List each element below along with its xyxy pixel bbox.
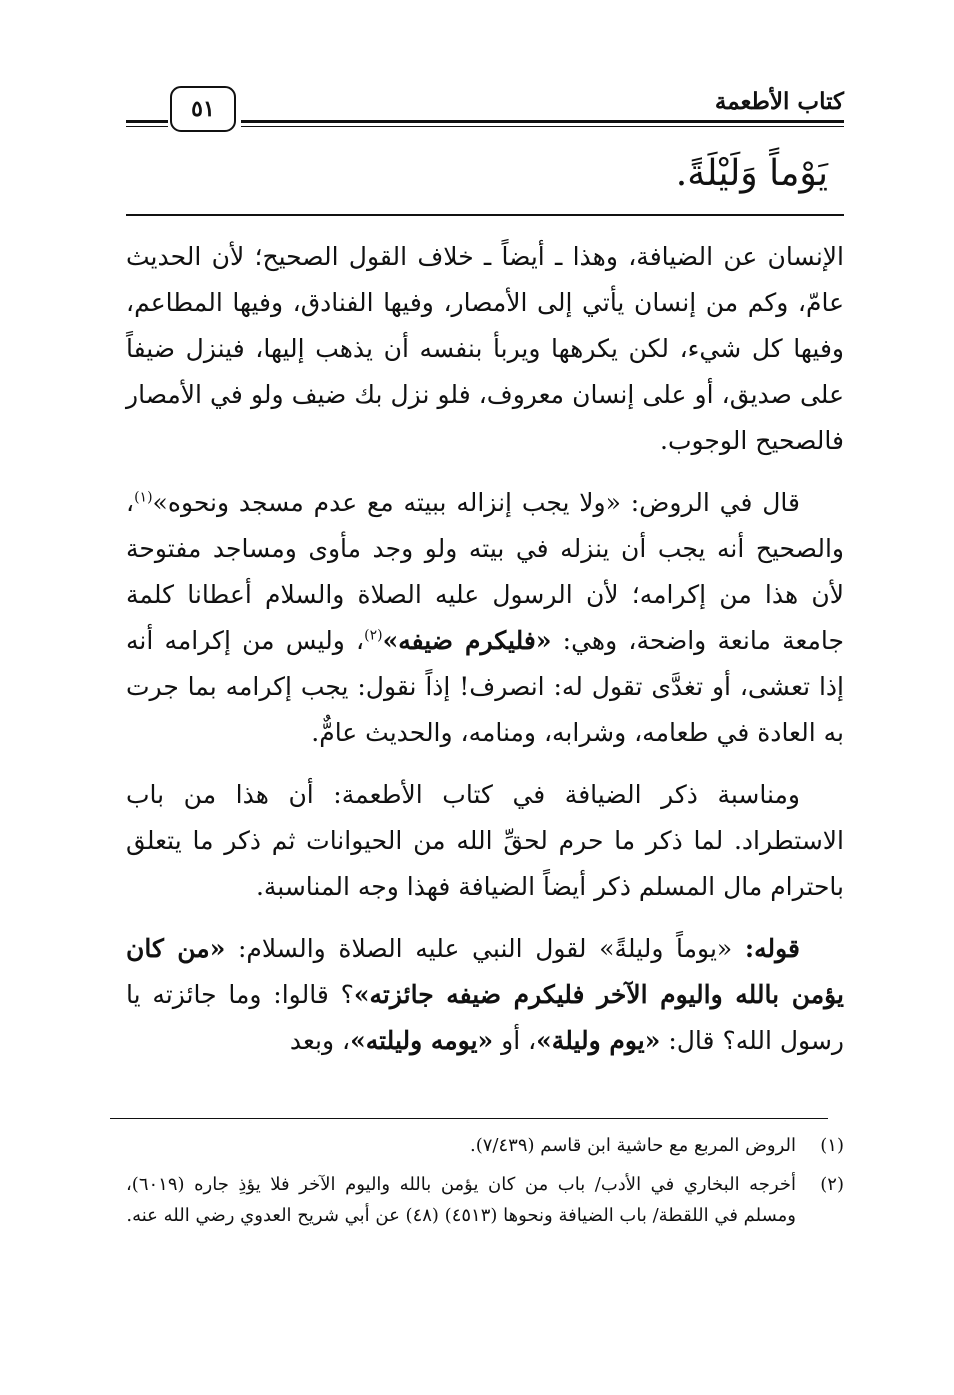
paragraph-4-part-3: ، أو [493, 1026, 537, 1055]
paragraph-4-part-1: «يوماً وليلةً» لقول النبي عليه الصلاة والسلام: [225, 934, 745, 963]
footnote-divider [110, 1118, 828, 1119]
paragraph-2 [126, 480, 844, 756]
paragraph-1-text: الإنسان عن الضيافة، وهذا ـ أيضاً ـ خلاف القول الصحيح؛ لأن الحديث عامّ، وكم من إنسان يأتي إلى الأمصار، وفيها الفنادق، وفيها المطاعم، وفيها كل شيء، لكن يكرهها ويربأ بنفسه أن يذهب إليها، فينزل ضيفاً على صديق، أو على إنسان معروف، فلو نزل بك ضيف ولو في الأمصار فالصحيح الوجوب. [126, 242, 844, 455]
hadith-quote-bold-2: «من كان يؤمن بالله واليوم الآخر فليكرم ضيفه جائزته» [126, 934, 844, 1009]
header-rule-thick [241, 120, 844, 123]
header-rule-thin [241, 126, 844, 127]
footnote-2 [126, 1169, 844, 1231]
paragraph-1 [126, 234, 844, 464]
footnotes [126, 1130, 844, 1239]
paragraph-4 [126, 926, 844, 1064]
footnote-1 [126, 1130, 844, 1161]
footnote-1-number: (١) [820, 1135, 844, 1156]
footnote-1-text: الروض المربع مع حاشية ابن قاسم (٧/٤٣٩). [470, 1135, 796, 1156]
snippet-divider [126, 214, 844, 216]
paragraph-3-text: ومناسبة ذكر الضيافة في كتاب الأطعمة: أن هذا من باب الاستطراد. لما ذكر ما حرم لحقِّ الله من الحيوانات ثم ذكر ما يتعلق باحترام مال المسلم ذكر أيضاً الضيافة فهذا وجه المناسبة. [126, 780, 844, 901]
footnote-2-text: أخرجه البخاري في الأدب/ باب من كان يؤمن بالله واليوم الآخر فلا يؤذِ جاره (٦٠١٩)، ومسلم في اللقطة/ باب الضيافة ونحوها (٤٥١٣) (٤٨) عن أبي شريح العدوي رضي الله عنه. [126, 1174, 796, 1226]
header-rule-short-thick [126, 120, 168, 123]
hadith-quote-bold-4: «يومه وليلته» [350, 1026, 494, 1055]
running-header [126, 86, 844, 136]
hadith-quote-bold: «فليكرم ضيفه» [382, 626, 552, 655]
header-rule-short-thin [126, 126, 168, 127]
page-number: ٥١ [170, 86, 236, 132]
chapter-title: كتاب الأطعمة [714, 88, 844, 115]
footnote-ref-2[interactable]: (٢) [364, 627, 383, 644]
footnote-2-number: (٢) [820, 1174, 844, 1195]
qawluhu-lead: قوله: [744, 934, 800, 963]
paragraph-2-part-1: قال في الروض: «ولا يجب إنزاله ببيته مع عدم مسجد ونحوه» [152, 488, 800, 517]
paragraph-2-part-3: ، وليس من إكرامه أنه إذا تعشى، أو تغدَّى تقول له: انصرف! إذاً نقول: يجب إكرامه بما جرت به العادة في طعامه، وشرابه، ومنامه، والحديث عامٌّ. [126, 626, 844, 747]
paragraph-2-part-2: ، والصحيح أنه يجب أن ينزله في بيته ولو وجد مأوى ومساجد مفتوحة لأن هذا من إكرامه؛ لأن الرسول عليه الصلاة والسلام أعطانا كلمة جامعة مانعة واضحة، وهي: [126, 488, 845, 655]
paragraph-4-part-2: ؟ قالوا: وما جائزته يا رسول الله؟ قال: [126, 980, 844, 1055]
hadith-quote-bold-3: «يوم وليلة» [536, 1026, 661, 1055]
commentary-body [126, 234, 844, 1080]
paragraph-4-part-4: ، وبعد [289, 1026, 351, 1055]
paragraph-3 [126, 772, 844, 910]
footnote-ref-1[interactable]: (١) [134, 489, 153, 506]
matn-snippet: يَوْماً وَلَيْلَةً. [675, 153, 828, 194]
